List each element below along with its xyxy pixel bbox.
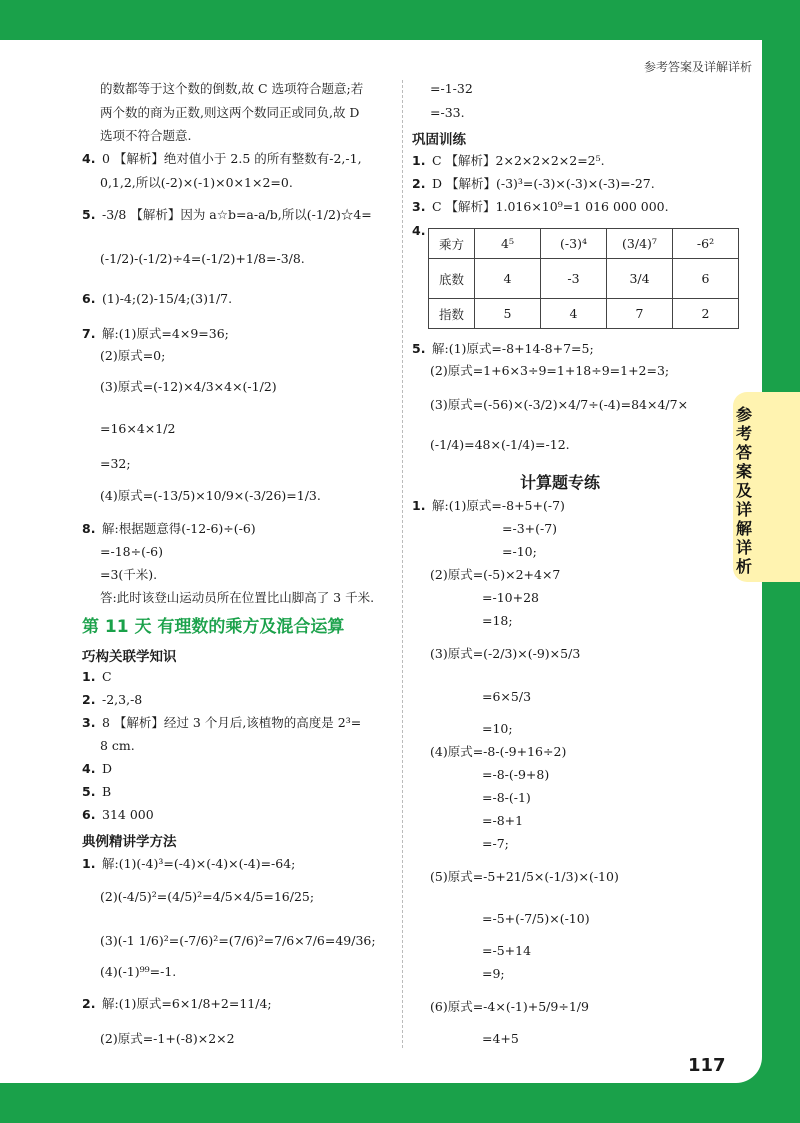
text-line: (3)(-1 1/6)²=(-7/6)²=(7/6)²=7/6×7/6=49/36;	[100, 933, 376, 948]
answer-4: 4. 0 【解析】绝对值小于 2.5 的所有整数有-2,-1,	[82, 151, 362, 166]
side-tab-label: 参考答案及详解详析	[736, 405, 753, 576]
text-line: (2)(-4/5)²=(4/5)²=4/5×4/5=16/25;	[100, 889, 315, 904]
text-line: (-1/2)-(-1/2)÷4=(-1/2)+1/8=-3/8.	[100, 251, 305, 266]
power-table	[428, 228, 739, 329]
drill-1: 1. 解:(1)原式=-8+5+(-7)	[412, 498, 565, 513]
text-line: =-10;	[502, 544, 537, 559]
text-line: (3)原式=(-56)×(-3/2)×4/7÷(-4)=84×4/7×	[430, 397, 689, 412]
table-cell: -3	[541, 259, 607, 299]
text-line: (4)原式=-8-(-9+16÷2)	[430, 744, 567, 759]
text-line: =16×4×1/2	[100, 421, 176, 436]
practice-2: 2. D 【解析】(-3)³=(-3)×(-3)×(-3)=-27.	[412, 176, 655, 191]
answer-6: 6. 314 000	[82, 807, 154, 822]
section-heading: 典例精讲学方法	[82, 834, 177, 850]
text-line: =18;	[482, 613, 513, 628]
answer-5: 5. -3/8 【解析】因为 a☆b=a-a/b,所以(-1/2)☆4=	[82, 207, 372, 222]
answer-6: 6. (1)-4;(2)-15/4;(3)1/7.	[82, 291, 233, 306]
text-line: (2)原式=(-5)×2+4×7	[430, 567, 561, 582]
example-1: 1. 解:(1)(-4)³=(-4)×(-4)×(-4)=-64;	[82, 856, 296, 871]
answer-1: 1. C	[82, 669, 112, 684]
practice-5: 5. 解:(1)原式=-8+14-8+7=5;	[412, 341, 594, 356]
table-cell: 乘方	[429, 229, 475, 259]
table-cell: 指数	[429, 299, 475, 329]
text-line: (6)原式=-4×(-1)+5/9÷1/9	[430, 999, 589, 1014]
text-line: =-3+(-7)	[502, 521, 558, 536]
practice-3: 3. C 【解析】1.016×10⁹=1 016 000 000.	[412, 199, 669, 214]
text-line: (4)(-1)⁹⁹=-1.	[100, 964, 177, 979]
table-cell: 底数	[429, 259, 475, 299]
text-line: 两个数的商为正数,则这两个数同正或同负,故 D	[100, 105, 360, 120]
table-cell: 5	[475, 299, 541, 329]
table-cell: 6	[673, 259, 739, 299]
answer-8: 8. 解:根据题意得(-12-6)÷(-6)	[82, 521, 256, 536]
text-line: =4+5	[482, 1031, 519, 1046]
answer-2: 2. -2,3,-8	[82, 692, 143, 707]
answer-7: 7. 解:(1)原式=4×9=36;	[82, 326, 229, 341]
text-line: 0,1,2,所以(-2)×(-1)×0×1×2=0.	[100, 175, 293, 190]
text-line: (5)原式=-5+21/5×(-1/3)×(-10)	[430, 869, 619, 884]
answer-3: 3. 8 【解析】经过 3 个月后,该植物的高度是 2³=	[82, 715, 362, 730]
section-heading: 巩固训练	[412, 132, 466, 148]
text-line: (3)原式=(-2/3)×(-9)×5/3	[430, 646, 581, 661]
text-line: =3(千米).	[100, 567, 158, 582]
text-line: =-18÷(-6)	[100, 544, 164, 559]
text-line: =-8-(-9+8)	[482, 767, 550, 782]
text-line: (2)原式=-1+(-8)×2×2	[100, 1031, 235, 1046]
table-cell: 4	[541, 299, 607, 329]
text-line: =-5+(-7/5)×(-10)	[482, 911, 590, 926]
example-2: 2. 解:(1)原式=6×1/8+2=11/4;	[82, 996, 272, 1011]
text-line: 的数都等于这个数的倒数,故 C 选项符合题意;若	[100, 81, 364, 96]
text-line: =-10+28	[482, 590, 539, 605]
answer-5: 5. B	[82, 784, 112, 799]
table-cell: -6²	[673, 229, 739, 259]
text-line: =-8-(-1)	[482, 790, 531, 805]
text-line: =-33.	[430, 105, 465, 120]
section-heading: 巧构关联学知识	[82, 649, 177, 665]
page-paper	[0, 40, 762, 1083]
text-line: =-5+14	[482, 943, 532, 958]
text-line: =6×5/3	[482, 689, 532, 704]
text-line: (-1/4)=48×(-1/4)=-12.	[430, 437, 570, 452]
table-cell: 7	[607, 299, 673, 329]
text-line: 答:此时该登山运动员所在位置比山脚高了 3 千米.	[100, 590, 375, 605]
table-cell: 4⁵	[475, 229, 541, 259]
text-line: =10;	[482, 721, 513, 736]
table-cell: (-3)⁴	[541, 229, 607, 259]
table-cell: 4	[475, 259, 541, 299]
text-line: =-7;	[482, 836, 509, 851]
page-number: 117	[688, 1055, 726, 1076]
practice-1: 1. C 【解析】2×2×2×2×2=2⁵.	[412, 153, 605, 168]
day-title: 第 11 天 有理数的乘方及混合运算	[82, 617, 345, 637]
column-divider	[402, 80, 403, 1048]
section-title: 计算题专练	[520, 473, 601, 492]
practice-4-number: 4.	[412, 223, 426, 238]
table-cell: 3/4	[607, 259, 673, 299]
running-header: 参考答案及详解详析	[643, 60, 752, 74]
text-line: =32;	[100, 456, 131, 471]
text-line: (2)原式=1+6×3÷9=1+18÷9=1+2=3;	[430, 363, 670, 378]
text-line: (2)原式=0;	[100, 348, 166, 363]
table-cell: 2	[673, 299, 739, 329]
text-line: =-1-32	[430, 81, 473, 96]
text-line: 选项不符合题意.	[100, 128, 192, 143]
table-cell: (3/4)⁷	[607, 229, 673, 259]
text-line: =9;	[482, 966, 505, 981]
text-line: (4)原式=(-13/5)×10/9×(-3/26)=1/3.	[100, 488, 321, 503]
text-line: 8 cm.	[100, 738, 135, 753]
answer-4: 4. D	[82, 761, 113, 776]
text-line: =-8+1	[482, 813, 524, 828]
text-line: (3)原式=(-12)×4/3×4×(-1/2)	[100, 379, 277, 394]
